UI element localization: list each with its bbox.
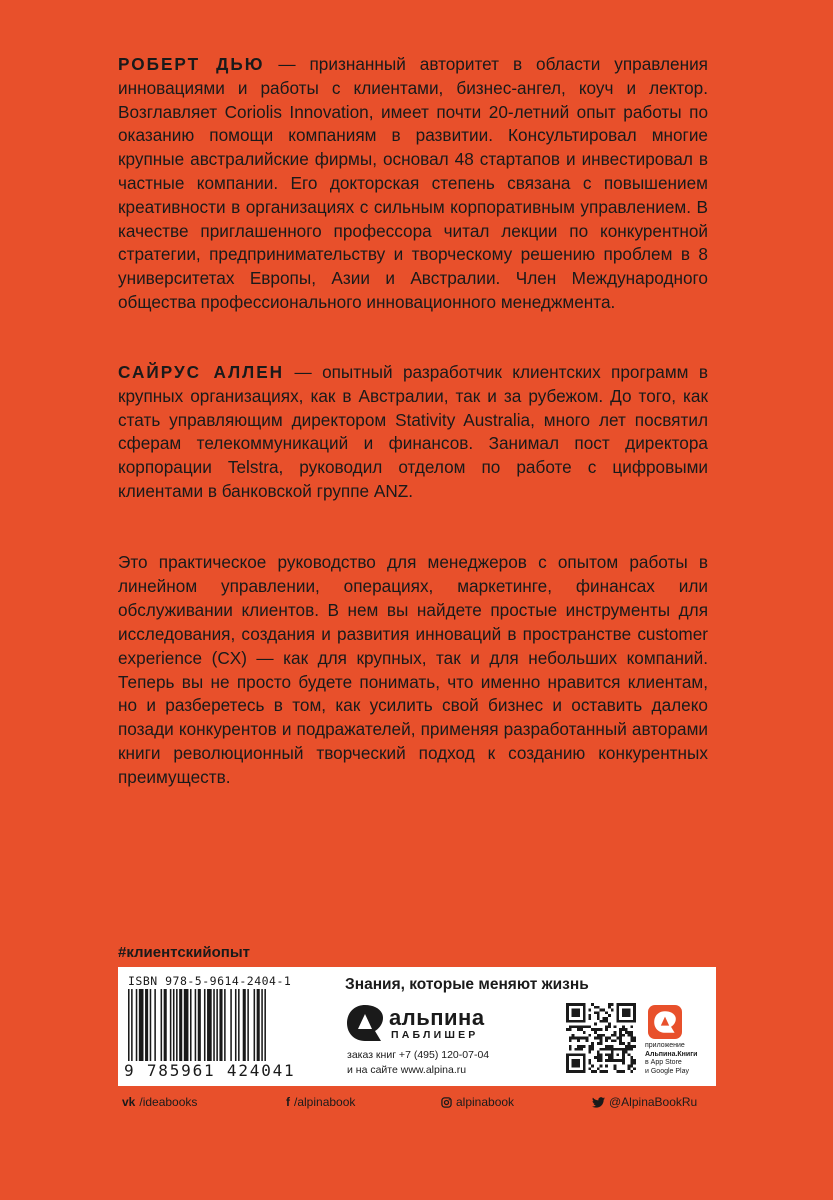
qr-module — [611, 1034, 614, 1037]
qr-module — [600, 1042, 603, 1045]
qr-module — [572, 1009, 580, 1017]
isbn-label: ISBN 978-5-9614-2404-1 — [128, 974, 292, 988]
qr-module — [614, 1039, 617, 1042]
qr-module — [614, 1031, 617, 1034]
qr-module — [608, 1006, 611, 1009]
social-handle: @AlpinaBookRu — [609, 1095, 698, 1109]
qr-module — [591, 1028, 594, 1031]
qr-module — [614, 1025, 617, 1028]
qr-module — [622, 1070, 625, 1073]
qr-module — [630, 1065, 633, 1068]
qr-module — [605, 1048, 608, 1051]
qr-module — [594, 1011, 597, 1014]
barcode-bar — [247, 989, 249, 1061]
qr-module — [608, 1053, 611, 1056]
barcode-bar — [238, 989, 240, 1061]
qr-module — [608, 1025, 611, 1028]
qr-module — [605, 1053, 608, 1056]
social-instagram[interactable] — [441, 1095, 514, 1109]
qr-module — [630, 1070, 633, 1073]
barcode-bar — [213, 989, 215, 1061]
qr-module — [594, 1028, 597, 1031]
qr-module — [569, 1037, 572, 1040]
hashtag: #клиентскийопыт — [118, 944, 251, 961]
qr-module — [633, 1059, 636, 1062]
qr-module — [588, 1017, 591, 1020]
alpina-logo-icon — [345, 1003, 385, 1043]
barcode-bar — [145, 989, 148, 1061]
qr-module — [630, 1037, 633, 1040]
qr-module — [586, 1025, 589, 1028]
barcode-bar — [150, 989, 152, 1061]
qr-module — [574, 1025, 577, 1028]
barcode-bar — [254, 989, 256, 1061]
author-name: САЙРУС АЛЛЕН — [118, 362, 285, 382]
qr-module — [577, 1039, 580, 1042]
qr-module — [580, 1037, 583, 1040]
qr-module — [619, 1034, 622, 1037]
qr-module — [566, 1028, 569, 1031]
qr-module — [605, 1037, 608, 1040]
qr-module — [605, 1059, 608, 1062]
qr-module — [572, 1034, 575, 1037]
qr-module — [588, 1048, 591, 1051]
qr-module — [597, 1006, 600, 1009]
qr-module — [569, 1028, 572, 1031]
qr-module — [572, 1025, 575, 1028]
qr-module — [628, 1048, 631, 1051]
qr-module — [580, 1025, 583, 1028]
qr-module — [628, 1067, 631, 1070]
qr-module — [608, 1003, 611, 1006]
social-vk[interactable] — [122, 1095, 197, 1109]
qr-module — [630, 1034, 633, 1037]
qr-module — [602, 1034, 605, 1037]
qr-module — [588, 1051, 591, 1054]
qr-module — [591, 1042, 594, 1045]
qr-module — [600, 1028, 603, 1031]
social-links — [118, 1092, 716, 1114]
qr-module — [633, 1045, 636, 1048]
app-note-line: и Google Play — [645, 1067, 689, 1075]
author-bio-text: — признанный авторитет в области управления инновациями и работы с клиентами, бизнес-ангел, коуч и лектор. Возглавляет Coriolis Innovation, имеет почти 20-летний опыт работы по оказанию помощи компаниям в развитии. Консультировал многие крупные австралийские фирмы, основал 48 стартапов и инвестировал в частные компании. Его докторская степень связана с повышением креативности в организациях с сильным корпоративным управлением. В качестве приглашенного профессора читал лекции по конкурентной стратегии, предпринимательству и творческому решению проблем в 8 университетах Европы, Азии и Австралии. Член Международного общества профессионального инновационного менеджмента. — [118, 54, 708, 312]
barcode-bar — [154, 989, 156, 1061]
qr-module — [628, 1053, 631, 1056]
barcode-bar — [243, 989, 246, 1061]
qr-module — [597, 1034, 600, 1037]
barcode-bar — [139, 989, 144, 1061]
qr-module — [605, 1039, 608, 1042]
qr-module — [619, 1031, 622, 1034]
barcode-bar — [195, 989, 197, 1061]
qr-module — [619, 1037, 622, 1040]
qr-module — [588, 1045, 591, 1048]
qr-module — [625, 1028, 628, 1031]
qr-module — [622, 1034, 625, 1037]
qr-module — [633, 1039, 636, 1042]
barcode-digits: 9 785961 424041 — [124, 1061, 296, 1080]
author-bio-cyrus-allen — [118, 361, 708, 504]
qr-module — [630, 1045, 633, 1048]
barcode-bar — [161, 989, 163, 1061]
qr-module — [625, 1048, 628, 1051]
qr-module — [600, 1059, 603, 1062]
qr-module — [600, 1020, 603, 1023]
qr-module — [600, 1053, 603, 1056]
qr-module — [594, 1056, 597, 1059]
qr-module — [583, 1031, 586, 1034]
qr-module — [569, 1039, 572, 1042]
qr-module — [572, 1059, 580, 1067]
qr-module — [605, 1017, 608, 1020]
barcode-bar — [216, 989, 218, 1061]
logo-subword: ПАБЛИШЕР — [391, 1029, 479, 1041]
qr-module — [580, 1045, 583, 1048]
qr-module — [630, 1056, 633, 1059]
qr-module — [628, 1031, 631, 1034]
qr-module — [625, 1045, 628, 1048]
qr-module — [597, 1028, 600, 1031]
qr-module — [588, 1059, 591, 1062]
qr-module — [619, 1070, 622, 1073]
author-bio-robert-dew — [118, 53, 708, 315]
qr-module — [597, 1067, 600, 1070]
qr-module — [574, 1048, 577, 1051]
app-note-line: приложение — [645, 1042, 685, 1049]
qr-module — [588, 1067, 591, 1070]
qr-module — [583, 1037, 586, 1040]
book-description: Это практическое руководство для менеджеров с опытом работы в линейном управлении, операциях, маркетинге, финансах или обслуживании клиентов. В нем вы найдете простые инструменты для исследования, создания и развития инноваций в пространстве customer experience (CX) — как для крупных, так и для небольших компаний. Теперь вы не просто будете понимать, что именно нравится клиентам, но и разберетесь в том, как усилить свой бизнес и оставить далеко позади конкурентов и подражателей, применяя разработанный авторами книги революционный творческий подход к созданию конкурентных преимуществ. — [118, 552, 708, 788]
qr-module — [597, 1053, 600, 1056]
qr-module — [602, 1017, 605, 1020]
facebook-icon: f — [286, 1095, 290, 1109]
qr-module — [577, 1025, 580, 1028]
barcode-bar — [235, 989, 237, 1061]
qr-module — [597, 1037, 600, 1040]
qr-module — [597, 1014, 600, 1017]
qr-module — [600, 1056, 603, 1059]
social-twitter[interactable] — [592, 1095, 697, 1109]
qr-module — [611, 1045, 614, 1048]
qr-module — [591, 1070, 594, 1073]
qr-module — [614, 1034, 617, 1037]
qr-module — [611, 1039, 614, 1042]
qr-module — [622, 1009, 630, 1017]
barcode-bar — [128, 989, 130, 1061]
qr-module — [600, 1009, 603, 1012]
qr-module — [622, 1062, 625, 1065]
qr-module — [588, 1009, 591, 1012]
qr-module — [633, 1037, 636, 1040]
qr-module — [600, 1070, 603, 1073]
barcode-bar — [207, 989, 212, 1061]
barcode-bars — [128, 989, 314, 1061]
qr-module — [605, 1028, 608, 1031]
qr-module — [588, 1014, 591, 1017]
qr-module — [602, 1009, 605, 1012]
qr-module — [628, 1042, 631, 1045]
qr-module — [630, 1048, 633, 1051]
qr-module — [569, 1045, 572, 1048]
social-facebook[interactable] — [286, 1095, 355, 1109]
qr-module — [591, 1003, 594, 1006]
qr-module — [591, 1048, 594, 1051]
order-phone: заказ книг +7 (495) 120-07-04 — [347, 1049, 490, 1061]
qr-module — [600, 1048, 603, 1051]
qr-module — [588, 1034, 591, 1037]
qr-module — [602, 1070, 605, 1073]
publisher-panel — [118, 967, 716, 1086]
barcode-bar — [136, 989, 138, 1061]
publisher-logo — [345, 1003, 505, 1043]
qr-module — [605, 1070, 608, 1073]
barcode-bar — [164, 989, 167, 1061]
qr-module — [586, 1039, 589, 1042]
qr-module — [597, 1042, 600, 1045]
qr-module — [633, 1067, 636, 1070]
qr-module — [608, 1059, 611, 1062]
qr-module — [597, 1059, 600, 1062]
qr-module — [619, 1039, 622, 1042]
qr-module — [569, 1048, 572, 1051]
qr-module — [597, 1056, 600, 1059]
barcode-bar — [204, 989, 206, 1061]
qr-module — [597, 1017, 600, 1020]
qr-module — [577, 1037, 580, 1040]
qr-module — [600, 1034, 603, 1037]
qr-module — [588, 1025, 591, 1028]
qr-module — [622, 1025, 625, 1028]
barcode-bar — [261, 989, 263, 1061]
qr-module — [602, 1020, 605, 1023]
qr-module — [594, 1031, 597, 1034]
qr-module — [605, 1020, 608, 1023]
barcode-bar — [264, 989, 266, 1061]
qr-module — [622, 1042, 625, 1045]
qr-module — [586, 1037, 589, 1040]
qr-module — [605, 1045, 608, 1048]
alpina-app-icon — [648, 1005, 682, 1039]
qr-module — [625, 1051, 628, 1054]
qr-module — [569, 1025, 572, 1028]
qr-module — [591, 1065, 594, 1068]
barcode — [124, 973, 324, 1085]
qr-module — [608, 1037, 611, 1040]
qr-module — [583, 1045, 586, 1048]
qr-module — [594, 1006, 597, 1009]
qr-module — [625, 1031, 628, 1034]
qr-module — [630, 1062, 633, 1065]
barcode-bar — [173, 989, 175, 1061]
qr-module — [622, 1028, 625, 1031]
app-note-line: в App Store — [645, 1059, 682, 1066]
qr-module — [600, 1065, 603, 1068]
qr-module — [616, 1037, 619, 1040]
barcode-bar — [176, 989, 178, 1061]
qr-module — [628, 1065, 631, 1068]
social-handle: /ideabooks — [139, 1095, 198, 1109]
qr-module — [594, 1037, 597, 1040]
barcode-bar — [224, 989, 226, 1061]
qr-module — [611, 1009, 614, 1012]
qr-module — [577, 1028, 580, 1031]
qr-module — [616, 1070, 619, 1073]
author-name: РОБЕРТ ДЬЮ — [118, 54, 265, 74]
qr-module — [628, 1045, 631, 1048]
qr-module — [580, 1048, 583, 1051]
qr-module — [630, 1059, 633, 1062]
barcode-bar — [257, 989, 260, 1061]
qr-module — [608, 1045, 611, 1048]
social-handle: alpinabook — [456, 1095, 515, 1109]
qr-module — [616, 1053, 619, 1056]
barcode-bar — [190, 989, 192, 1061]
alpina-logo-icon — [653, 1010, 677, 1034]
qr-module — [605, 1011, 608, 1014]
qr-module — [580, 1028, 583, 1031]
qr-module — [605, 1025, 608, 1028]
barcode-bar — [198, 989, 201, 1061]
qr-module — [608, 1056, 611, 1059]
qr-module — [608, 1048, 611, 1051]
qr-module — [600, 1039, 603, 1042]
author-bio-text: — опытный разработчик клиентских программ в крупных организациях, как в Австралии, так и за рубежом. До того, как стать управляющим директором Stativity Australia, много лет посвятил сферам телекоммуникаций и финансов. Занимал пост директора корпорации Telstra, руководил отделом по работе с цифровыми клиентами в банковской группе ANZ. — [118, 362, 709, 501]
vk-icon: vk — [122, 1095, 136, 1109]
qr-module — [605, 1065, 608, 1068]
logo-word: альпина — [389, 1005, 485, 1030]
qr-module — [633, 1062, 636, 1065]
qr-module — [619, 1028, 622, 1031]
qr-module — [572, 1037, 575, 1040]
qr-module — [597, 1051, 600, 1054]
qr-module — [608, 1023, 611, 1026]
order-website: и на сайте www.alpina.ru — [347, 1064, 467, 1076]
barcode-bar — [219, 989, 222, 1061]
qr-module — [600, 1037, 603, 1040]
qr-module — [614, 1065, 617, 1068]
barcode-bar — [170, 989, 172, 1061]
qr-module — [630, 1025, 633, 1028]
qr-module — [619, 1042, 622, 1045]
qr-module — [594, 1070, 597, 1073]
app-note-line: Альпина.Книги — [645, 1050, 698, 1058]
qr-module — [588, 1062, 591, 1065]
social-handle: /alpinabook — [294, 1095, 356, 1109]
qr-module — [608, 1014, 611, 1017]
publisher-slogan: Знания, которые меняют жизнь — [345, 976, 589, 993]
qr-module — [630, 1039, 633, 1042]
qr-module — [577, 1045, 580, 1048]
qr-module — [591, 1045, 594, 1048]
qr-module — [614, 1067, 617, 1070]
instagram-icon — [441, 1097, 452, 1108]
qr-code — [566, 1003, 636, 1073]
qr-module — [574, 1037, 577, 1040]
qr-module — [597, 1011, 600, 1014]
qr-module — [594, 1023, 597, 1026]
barcode-bar — [131, 989, 133, 1061]
qr-module — [577, 1048, 580, 1051]
barcode-bar — [179, 989, 182, 1061]
qr-module — [630, 1031, 633, 1034]
barcode-bar — [184, 989, 189, 1061]
app-store-note — [645, 1042, 713, 1076]
qr-module — [611, 1003, 614, 1006]
qr-module — [602, 1048, 605, 1051]
twitter-icon — [592, 1097, 605, 1108]
qr-module — [628, 1034, 631, 1037]
qr-module — [583, 1025, 586, 1028]
barcode-bar — [230, 989, 232, 1061]
